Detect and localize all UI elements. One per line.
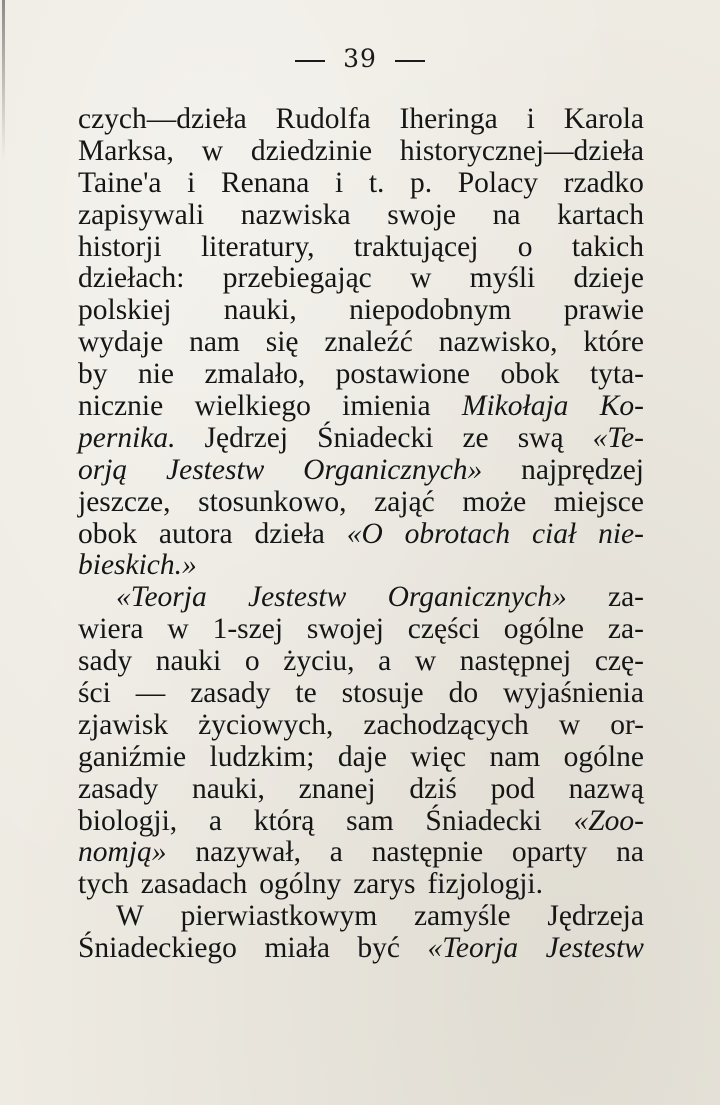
word: nie [137,358,174,391]
text-line [78,774,644,806]
word: dzieła [254,517,325,550]
word: «Zoo- [573,804,644,837]
word: nam [489,740,541,773]
text-line [78,327,644,359]
text-line [78,519,644,551]
word: rzadko [563,166,644,199]
word: literatury, [200,230,315,263]
page-number-value: 39 [343,44,377,73]
word: wielkiego [194,390,311,423]
word: takich [571,230,644,263]
word: prawie [563,294,644,327]
word: w [167,613,189,646]
text-line [78,455,644,487]
word: postawione [335,358,471,391]
word: Mikołaja [461,390,569,423]
word: Jestestw [166,453,265,486]
word: Iheringa [399,103,498,135]
word: dziś [409,772,457,805]
text-line [78,263,644,295]
word: i [526,103,535,135]
word: ści [78,677,111,710]
word: obok [500,358,560,391]
word: biologji, [78,804,178,837]
word: stosunkowo, [198,485,347,518]
page-edge-shadow [2,0,5,160]
word: nie- [598,517,644,550]
word: sam [346,804,394,837]
word: fizjologji. [427,868,543,901]
word: myśli [469,262,536,295]
word: wyjaśnienia [503,677,644,710]
word: i [335,166,344,199]
word: W [116,900,144,933]
text-line [78,200,644,232]
word: t. [368,166,385,199]
text-line [78,869,644,901]
text-line [78,359,644,391]
word: pierwiastkowym [180,900,378,933]
word: zasady [190,677,271,710]
text-line [78,710,644,742]
word: czych—dzieła [78,103,247,135]
word: historji [78,230,162,263]
word: ze [462,421,489,454]
word: czę- [594,645,644,678]
text-line [78,742,644,774]
word: które [583,326,644,359]
word: te [295,677,317,710]
word: tyta- [589,358,644,391]
word: Karola [563,103,644,135]
word: Ko- [599,390,644,423]
word: może [462,485,527,518]
word: ogólny [259,868,342,901]
word: się [265,326,299,359]
word: o [244,645,260,678]
word: być [357,932,400,965]
word: wydaje [78,326,164,359]
word: by [78,358,108,391]
word: ogólne [563,740,644,773]
word: bieskich.» [78,549,197,582]
word: Organicznych» [303,453,483,486]
word: historycznej—dzieła [399,134,644,167]
word: «Teorja [427,932,519,965]
word: nomją» [78,836,167,869]
word: or- [610,708,644,741]
word: sady [78,645,133,678]
word: autora [158,517,233,550]
word: swoje [387,198,457,231]
word: daje [337,740,387,773]
word: «Te- [592,421,644,454]
word: a [378,645,392,678]
word: znaleźć [324,326,413,359]
word: a [208,804,223,837]
word: i [187,166,196,199]
word: ogólne [503,613,585,646]
text-line [78,582,644,614]
word: w [410,262,432,295]
word: Jestestw [247,581,347,614]
word: nicznie [78,390,164,423]
word: obok [78,517,137,550]
word: Marksa, [78,134,174,167]
word: wiera [78,613,144,646]
word: nazwiska [240,198,351,231]
word: traktującej [353,230,479,263]
text-line [78,901,644,933]
word: miejsce [553,485,644,518]
word: Organicznych» [387,581,567,614]
word: nauki [155,645,222,678]
word: znanej [298,772,376,805]
word: zająć [374,485,435,518]
word: więc [410,740,467,773]
word: Jędrzej [204,421,289,454]
text-line [78,806,644,838]
word: imienia [342,390,431,423]
page-number-dash-left [295,60,325,62]
text-line [78,933,644,965]
word: do [448,677,479,710]
text-line [78,837,644,869]
word: nazwisko, [438,326,558,359]
word: w [558,708,581,741]
word: nazywał, [195,836,301,869]
word: polskiej [78,294,172,327]
word: nam [189,326,240,359]
word: Rudolfa [275,103,371,135]
word: na [492,198,521,231]
text-line [78,614,644,646]
word: zarys [353,868,416,901]
word: zasadach [140,868,248,901]
word: dziełach: [78,262,185,295]
word: zjawisk [78,708,169,741]
word: zamyśle [413,900,511,933]
word: Jestestw [545,932,644,965]
word: niepodobnym [349,294,512,327]
text-line [78,168,644,200]
word: o [517,230,533,263]
word: zapisywali [78,198,205,231]
word: pod [490,772,535,805]
word: Jędrzeja [547,900,644,933]
word: na [616,836,644,869]
word: którą [253,804,315,837]
word: orją [78,453,128,486]
text-line [78,232,644,264]
word: Śniadecki [425,804,542,837]
word: stosuje [341,677,424,710]
word: a [329,836,343,869]
word: życiu, [283,645,355,678]
word: ganiźmie [78,740,187,773]
word: p. [410,166,433,199]
word: za- [607,613,644,646]
word: Śniadecki [317,421,434,454]
word: zmalało, [204,358,306,391]
word: Renana [220,166,310,199]
word: «O [346,517,383,550]
text-line [78,487,644,519]
word: obrotach [404,517,511,550]
word: Taine'a [78,166,162,199]
word: ludzkim; [209,740,315,773]
text-line [78,391,644,423]
word: nauki, [192,772,265,805]
word: — [135,677,166,710]
word: oparty [511,836,588,869]
word: pernika. [78,421,176,454]
word: Śniadeckiego [78,932,237,965]
word: przebiegając [222,262,372,295]
word: za- [607,581,644,614]
text-line [78,550,644,582]
text-line [78,295,644,327]
word: życiowych, [198,708,334,741]
text-line [78,104,644,136]
word: następnie [371,836,484,869]
word: zachodzących [363,708,529,741]
word: najprędzej [521,453,644,486]
word: «Teorja [116,581,207,614]
word: nauki, [223,294,297,327]
text-line [78,136,644,168]
word: w [414,645,437,678]
text-line [78,423,644,455]
word: tych [78,868,129,901]
word: następnej [459,645,572,678]
word: kartach [557,198,644,231]
word: Polacy [457,166,539,199]
word: ciał [531,517,577,550]
word: dzieje [573,262,644,295]
word: swojej [306,613,384,646]
word: swą [517,421,564,454]
word: miała [264,932,330,965]
word: jeszcze, [78,485,171,518]
page-number-dash-right [395,60,425,62]
word: zasady [78,772,159,805]
page-number [0,44,720,73]
word: w [201,134,223,167]
text-line [78,646,644,678]
word: 1-szej [212,613,284,646]
word: części [407,613,480,646]
text-line [78,678,644,710]
body-text [78,104,644,965]
word: nazwą [568,772,644,805]
word: dziedzinie [250,134,373,167]
